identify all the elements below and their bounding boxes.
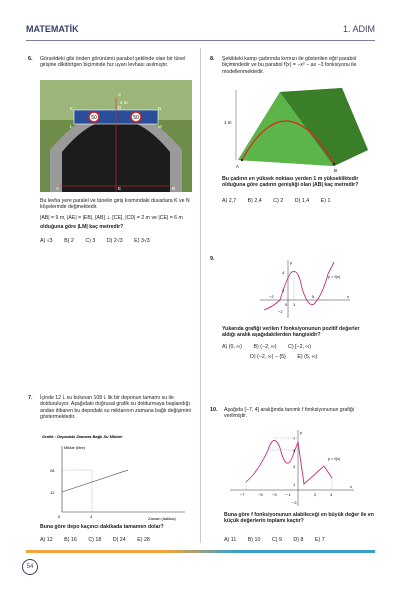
q10-xm7: −7 [240,492,245,497]
q10-xm1: −1 [286,492,291,497]
q10-option-c[interactable]: C) 9 [271,537,282,543]
q10-option-e[interactable]: E) 7 [314,537,325,543]
y-axis-label: Miktar (litre) [64,445,86,450]
q9-options-row1 [222,344,321,350]
q10-ym2: −2 [292,500,297,505]
q9-y4: 4 [282,270,285,275]
q10-option-b[interactable]: B) 10 [247,537,261,543]
q9-x-axis-label: x [347,294,349,299]
q9-x5: 5 [312,294,315,299]
q6-text3: |AB| = 9 m, |AE| = |EB|, [AB] ⊥ [CE], |CD| = 2 m ve |CE| = 6 m [40,215,183,221]
tent-label-A: A [236,164,240,169]
q10-x4: 4 [330,492,333,497]
ytick-28: 28 [50,468,55,473]
q9-option-a[interactable]: A) (0, ∞) [222,344,242,350]
q10-option-d[interactable]: D) 8 [293,537,304,543]
q8-option-d[interactable]: D) 1,4 [294,198,310,204]
q7-option-d[interactable]: D) 24 [112,537,126,543]
label-A: A [56,186,60,191]
q10-y7: 7 [293,436,296,441]
q9-xm2: −2 [269,294,274,299]
q9-option-e[interactable]: E) (5, ∞) [297,354,318,360]
q10-x2: 2 [314,492,317,497]
q6-text: Görseldeki gibi önden görünümü parabol şeklinde olan bir tünel girişine dikdörtgen biçiminde hız uyarı levhası asılmıştır. [40,56,186,69]
column-divider [200,48,201,543]
q8-option-c[interactable]: C) 2 [273,198,284,204]
q9-option-b[interactable]: B) (−2, ∞) [253,344,277,350]
q9-question: Yukarıda grafiği verilen f fonksiyonunun pozitif değerler aldığı aralık aşağıdakilerden hangisidir? [222,326,360,339]
q10-option-a[interactable]: A) 11 [224,537,237,543]
footer-color-bar [26,550,375,553]
tent-label-B: B [334,168,338,172]
q9-ym2: −2 [278,309,283,314]
q6-question: olduğuna göre |LM| kaç metredir? [40,224,124,230]
q10-options [224,537,335,543]
sign-speed-1: 50 [91,115,97,121]
q10-text: Aşağıda [−7, 4] aralığında tanımlı f fonksiyonunun grafiği verilmiştir. [224,407,354,420]
q8-option-a[interactable]: A) 2,7 [222,198,237,204]
q7-option-e[interactable]: E) 28 [137,537,150,543]
ytick-12: 12 [50,490,55,495]
q8-option-e[interactable]: E) 1 [320,198,331,204]
page-header [26,24,375,38]
q9-options-row2 [250,354,327,360]
q10-graph [228,428,358,508]
q6-option-c[interactable]: C) 3 [85,238,96,244]
tunnel-image [40,80,192,192]
tent-height-label: 1 m [224,120,232,125]
q6-number: 6. [28,56,33,62]
xtick-0: 0 [58,514,61,519]
sign-speed-2: 50 [133,115,139,121]
tunnel-width-label: 2 m [120,100,128,105]
q10-fx-label: y = f(x) [328,456,341,461]
graph-title: Grafik : Depodaki Zamana Bağlı Su Miktarı [42,434,123,439]
q10-number: 10. [210,407,218,413]
label-M: M [158,124,162,129]
q8-option-b[interactable]: B) 2,4 [247,198,262,204]
page-number: 54 [22,559,38,575]
q6-text2: Bu levha yere paralel ve tünelin giriş kısmındaki duvarlara K ve N köşelerinde değmektedir. [40,198,190,211]
q10-x-axis-label: x [350,484,352,489]
label-C: C [118,92,122,97]
q9-fx-label: y = f(x) [328,274,341,279]
xtick-4: 4 [90,514,93,519]
q9-option-d[interactable]: D) (−2, ∞) − {5} [250,354,286,360]
subject-title: MATEMATİK [26,24,79,34]
label-K: K [70,106,74,111]
label-E: E [118,186,122,191]
q9-option-c[interactable]: C) [−2, ∞) [288,344,312,350]
label-L: L [70,124,73,129]
step-label: 1. ADIM [342,24,375,34]
q7-option-c[interactable]: C) 18 [88,537,102,543]
q8-number: 8. [210,56,215,62]
q6-option-a[interactable]: A) √3 [40,238,53,244]
q10-y5: 5 [293,448,296,453]
q8-question: Bu çadırın en yüksek noktası yerden 1 m yüksekliktedir olduğuna göre çadırın genişliği olan |AB| kaç metredir? [222,176,359,189]
q9-graph [258,258,354,320]
x-axis-label: Zaman (dakika) [148,516,176,521]
q10-question: Buna göre f fonksiyonunun alabileceği en büyük değer ile en küçük değerlerin toplamı kaçtır? [224,512,374,525]
q7-options [40,537,160,543]
label-N: N [158,106,162,111]
label-B: B [172,186,176,191]
q10-y-axis-label: y [300,430,302,435]
q10-y3: 3 [293,464,296,469]
q6-option-e[interactable]: E) 3√3 [134,238,150,244]
q9-number: 9. [210,256,215,262]
q7-question: Buna göre depo kaçıncı dakikada tamamen dolar? [40,524,164,530]
header-divider [26,40,375,41]
q8-options [222,198,340,204]
q9-y2: 2 [282,288,285,293]
tent-image [222,84,374,172]
q9-x1: 1 [293,302,296,307]
water-graph [40,432,190,522]
q9-x0: 0 [285,302,288,307]
q6-option-d[interactable]: D) 2√3 [106,238,123,244]
q7-text: İçinde 12 L su bulunan 108 L lik bir deponun tamamı su ile dolduruluyor. Aşağıdaki doğrusal grafik su doldurmaya başlandığı andan itibaren bu depodaki su miktarının zamana bağlı değişimini göstermektedir. [40,395,191,421]
q10-xm5: −5 [258,492,263,497]
q7-number: 7. [28,395,33,401]
q10-xm3: −3 [272,492,277,497]
q6-options [40,238,160,244]
label-D: D [118,105,122,110]
q6-option-b[interactable]: B) 2 [64,238,74,244]
q10-y1: 1 [293,482,296,487]
q9-y-axis-label: y [290,260,292,265]
q7-option-b[interactable]: B) 16 [64,537,77,543]
q8-text: Şekildeki kamp çadırında kırmızı ile gösterilen eğri parabol biçimindedir ve bu parabol f(x) = −x² − ax −3 fonksiyonu ile modellenmektedir. [222,56,357,75]
q7-option-a[interactable]: A) 12 [40,537,53,543]
